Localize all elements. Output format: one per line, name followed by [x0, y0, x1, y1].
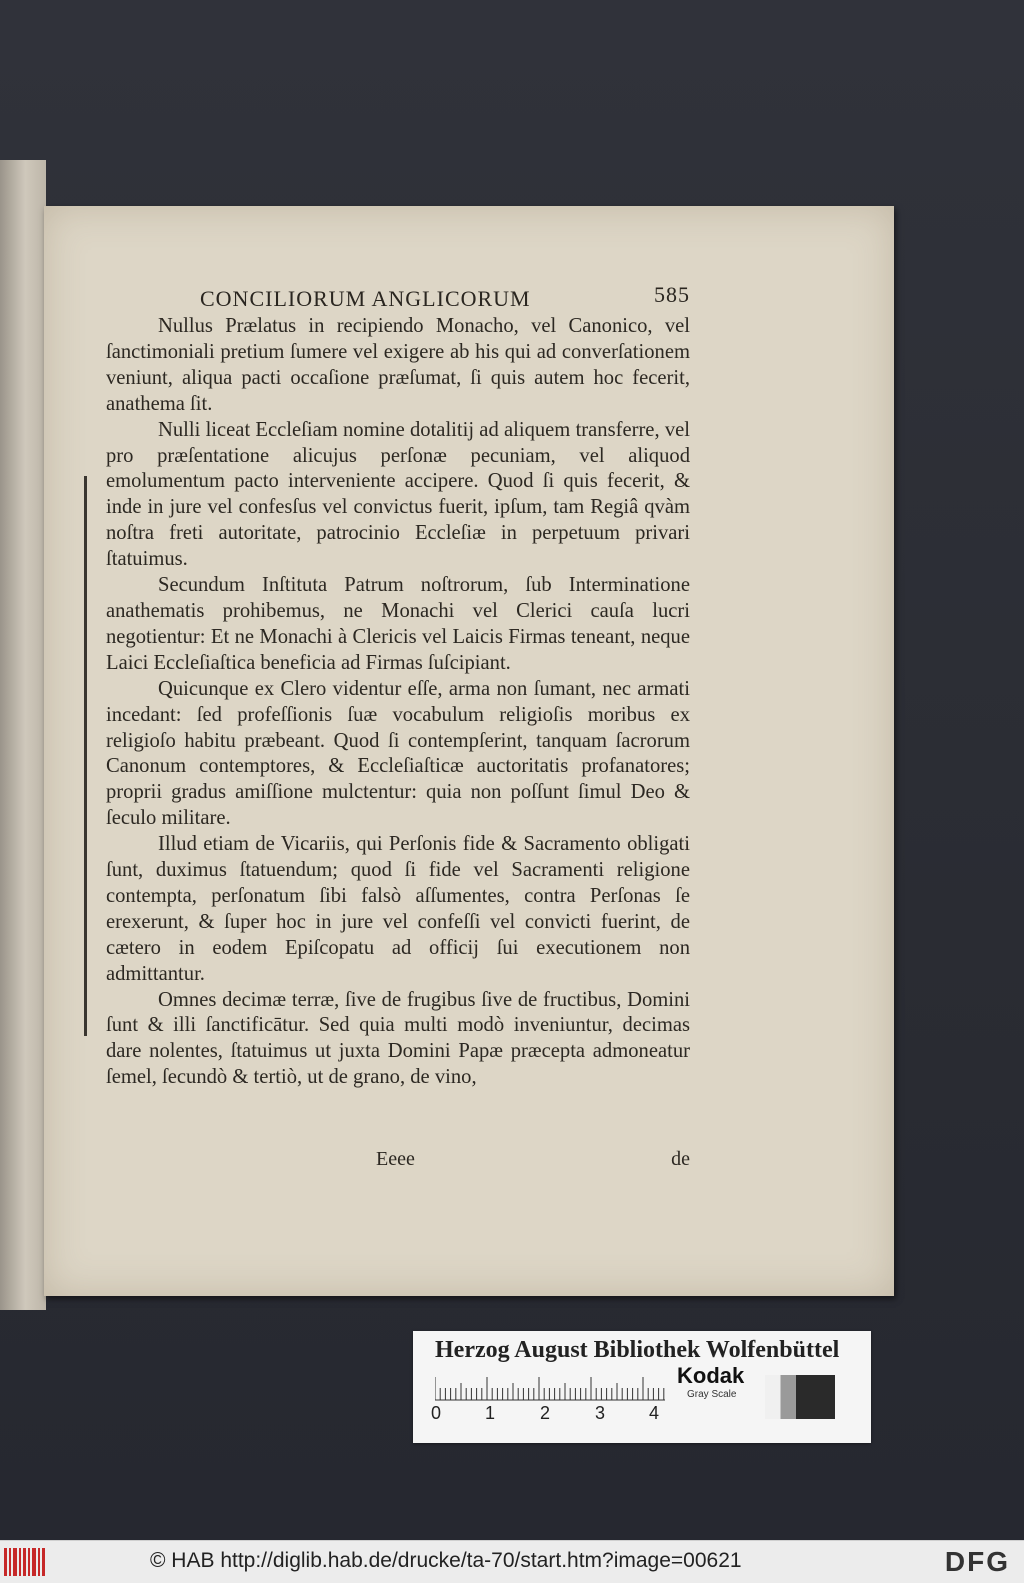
gray-scale-swatch: [765, 1375, 835, 1419]
dfg-logo: DFG: [944, 1546, 1010, 1577]
facing-page-edge: [0, 160, 46, 1310]
kodak-brand: Kodak: [677, 1363, 745, 1388]
catchword: de: [671, 1148, 690, 1170]
paragraph: Nullus Prælatus in recipiendo Monacho, vel Canonico, vel ſanctimoniali pretium ſumere vel exigere ab his qui ad converſationem veniunt, aliqua pacti occaſione præſumat, ſi quis autem hoc fecerit, anathema ſit.: [106, 315, 690, 415]
ruler-number: 3: [595, 1403, 606, 1423]
paragraph: Quicunque ex Clero videntur eſſe, arma non ſumant, nec armati incedant: ſed profeſſionis ſuæ vocabulum religioſis moribus ex religioſo habitu præbeant. Quod ſi contempſerint, tanquam ſacrorum Canonum contemptores, & Eccleſiaſticæ auctoritatis profanatores; proprii gradus amiſſione mulctentur: quia non poſſunt ſimul Deo & ſeculo militare.: [106, 677, 690, 830]
gutter-line: [84, 476, 87, 1036]
ruler-number: 2: [540, 1403, 551, 1423]
footer-bar: [0, 1540, 1024, 1583]
ruler-scale-icon: [435, 1375, 665, 1401]
credit-link[interactable]: © HAB http://diglib.hab.de/drucke/ta-70/start.htm?image=00621: [150, 1549, 742, 1572]
ruler-number: 1: [485, 1403, 496, 1423]
library-name: Herzog August Bibliothek Wolfenbüttel: [435, 1337, 840, 1363]
running-title: CONCILIORUM ANGLICORUM: [200, 286, 531, 311]
color-target-card: [413, 1331, 871, 1443]
paragraph: Omnes decimæ terræ, ſive de frugibus ſive de fructibus, Domini ſunt & illi ſanctificātur. Sed quia multi modò inveniuntur, decimas dare nolentes, ſtatuimus ut juxta Domini Papæ præcepta admoneatur ſemel, ſecundò & tertiò, ut de grano, de vino,: [106, 988, 690, 1089]
ruler-numbers: [431, 1403, 671, 1425]
paragraph: Illud etiam de Vicariis, qui Perſonis fide & Sacramento obligati ſunt, duximus ſtatuendum; quod ſi fide vel Sacramenti religione contempta, perſonatum ſibi falsò aſſumentes, contra Perſonas ſe erexerunt, & ſuper hoc in jure vel confeſſi vel convicti fuerint, de cætero in eodem Epiſcopatu ad officij ſui executionem non admittantur.: [106, 833, 690, 985]
page-number: 585: [654, 282, 690, 307]
body-text: [106, 314, 690, 1091]
signature-mark: Eeee: [376, 1148, 415, 1170]
ruler-number: 0: [431, 1403, 442, 1423]
gray-scale-label: Gray Scale: [687, 1389, 737, 1400]
paragraph: Nulli liceat Eccleſiam nomine dotalitij ad aliquem transferre, vel pro præſentatione alicujus perſonæ pecuniam, vel aliquod emolumentum pacto interveniente accipere. Quod ſi quis fecerit, & inde in jure vel confesſus vel convictus fuerit, ipſum, tam Regiâ qvàm noſtra freti autoritate, patrocinio Eccleſiæ in perpetuum privari ſtatuimus.: [106, 418, 690, 571]
page-foot: [106, 1148, 690, 1174]
barcode-icon: [4, 1548, 46, 1576]
ruler-number: 4: [649, 1403, 660, 1423]
paragraph: Secundum Inſtituta Patrum noſtrorum, ſub Interminatione anathematis prohibemus, ne Monachi vel Clerici cauſa lucri negotientur: Et ne Monachi à Clericis vel Laicis Firmas teneant, neque Laici Eccleſiaſtica beneficia ad Firmas ſuſcipiant.: [106, 574, 690, 674]
